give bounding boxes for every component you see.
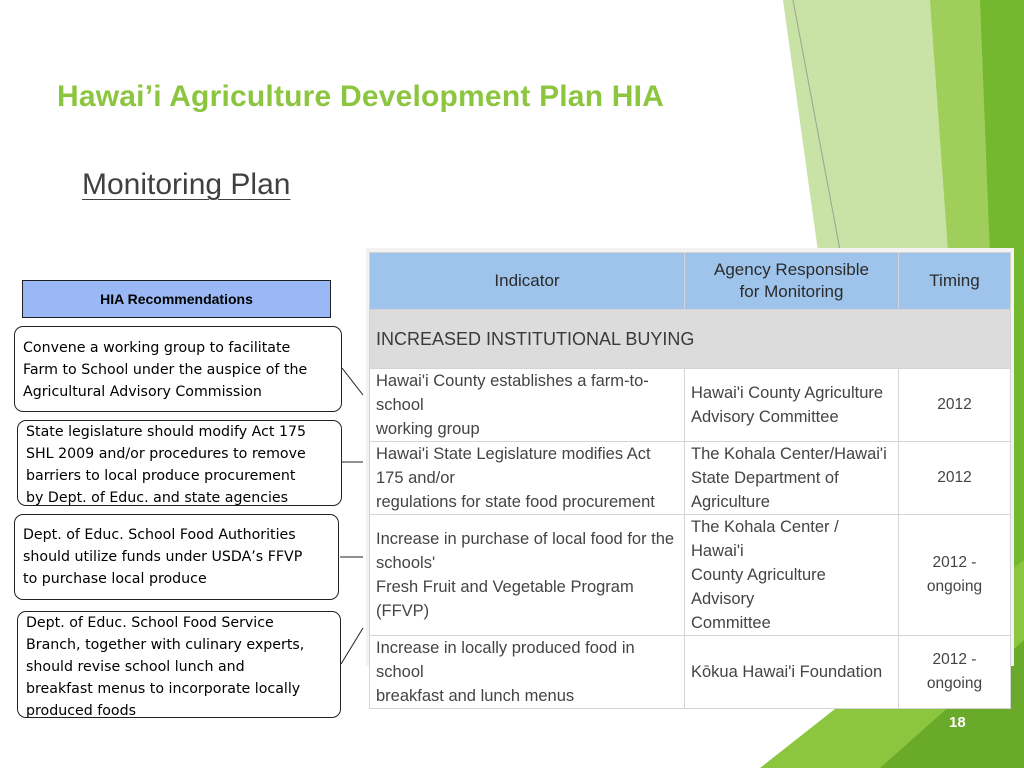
- indicator-cell: [370, 442, 685, 515]
- hia-recommendations-header: HIA Recommendations: [22, 280, 331, 318]
- recommendation-line: Farm to School under the auspice of the: [23, 362, 308, 378]
- table-row: [370, 515, 1011, 636]
- recommendation-box: [14, 514, 339, 600]
- cell-line: working group: [376, 420, 480, 438]
- recommendation-line: to purchase local produce: [23, 571, 207, 587]
- recommendation-box: [14, 326, 342, 412]
- connector-line-4: [341, 628, 363, 664]
- cell-line: breakfast and lunch menus: [376, 687, 575, 705]
- recommendation-line: State legislature should modify Act 175: [26, 424, 307, 440]
- agency-cell: [685, 515, 899, 636]
- table-row: [370, 442, 1011, 515]
- recommendation-line: should utilize funds under USDA’s FFVP: [23, 549, 303, 565]
- table-row: [370, 369, 1011, 442]
- recommendation-box: [17, 420, 342, 506]
- cell-line: Kōkua Hawai'i Foundation: [691, 663, 883, 681]
- recommendation-line: Dept. of Educ. School Food Authorities: [23, 527, 296, 543]
- cell-line: Hawai'i County Agriculture: [691, 384, 884, 402]
- recommendation-line: should revise school lunch and: [26, 659, 245, 675]
- connector-line-1: [342, 368, 363, 395]
- cell-line: County Agriculture Advisory: [691, 566, 826, 608]
- indicator-cell: [370, 636, 685, 709]
- recommendation-line: Branch, together with culinary experts,: [26, 637, 305, 653]
- cell-line: Hawai'i State Legislature modifies Act 175 and/or: [376, 445, 651, 487]
- agency-header-line: for Monitoring: [739, 282, 844, 301]
- cell-line: The Kohala Center / Hawai'i: [691, 518, 839, 560]
- cell-line: Increase in locally produced food in school: [376, 639, 635, 681]
- agency-cell: [685, 636, 899, 709]
- indicator-cell: [370, 369, 685, 442]
- agency-cell: [685, 442, 899, 515]
- section-row: INCREASED INSTITUTIONAL BUYING: [370, 310, 1011, 369]
- recommendation-line: breakfast menus to incorporate locally: [26, 681, 301, 697]
- timing-cell: 2012 -ongoing: [899, 515, 1011, 636]
- indicator-cell: [370, 515, 685, 636]
- recommendation-line: produced foods: [26, 703, 137, 718]
- column-header-indicator: Indicator: [370, 253, 685, 310]
- agency-cell: [685, 369, 899, 442]
- recommendation-box: [17, 611, 341, 718]
- slide-subtitle: Monitoring Plan: [82, 168, 291, 201]
- monitoring-table-image: [366, 248, 1014, 705]
- table-row: [370, 636, 1011, 709]
- slide-title: Hawai’i Agriculture Development Plan HIA: [57, 80, 665, 113]
- recommendation-line: Agricultural Advisory Commission: [23, 384, 262, 400]
- cell-line: Increase in purchase of local food for the schools': [376, 530, 675, 572]
- timing-cell: 2012: [899, 369, 1011, 442]
- cell-line: Fresh Fruit and Vegetable Program (FFVP): [376, 578, 634, 620]
- cell-line: Advisory Committee: [691, 408, 839, 426]
- recommendation-line: Dept. of Educ. School Food Service: [26, 615, 274, 631]
- recommendation-line: Convene a working group to facilitate: [23, 340, 291, 356]
- cell-line: The Kohala Center/Hawai'i: [691, 445, 887, 463]
- timing-cell: 2012 - ongoing: [899, 636, 1011, 709]
- timing-cell: 2012: [899, 442, 1011, 515]
- recommendation-line: barriers to local produce procurement: [26, 468, 296, 484]
- column-header-agency: [685, 253, 899, 310]
- cell-line: Hawai'i County establishes a farm-to-school: [376, 372, 649, 414]
- column-header-timing: Timing: [899, 253, 1011, 310]
- agency-header-line: Agency Responsible: [714, 260, 869, 279]
- monitoring-table: [369, 252, 1011, 709]
- cell-line: Committee: [691, 614, 771, 632]
- recommendation-line: by Dept. of Educ. and state agencies: [26, 490, 289, 506]
- cell-line: regulations for state food procurement: [376, 493, 655, 511]
- recommendation-line: SHL 2009 and/or procedures to remove: [26, 446, 306, 462]
- cell-line: State Department of Agriculture: [691, 469, 839, 511]
- page-number: 18: [949, 714, 966, 731]
